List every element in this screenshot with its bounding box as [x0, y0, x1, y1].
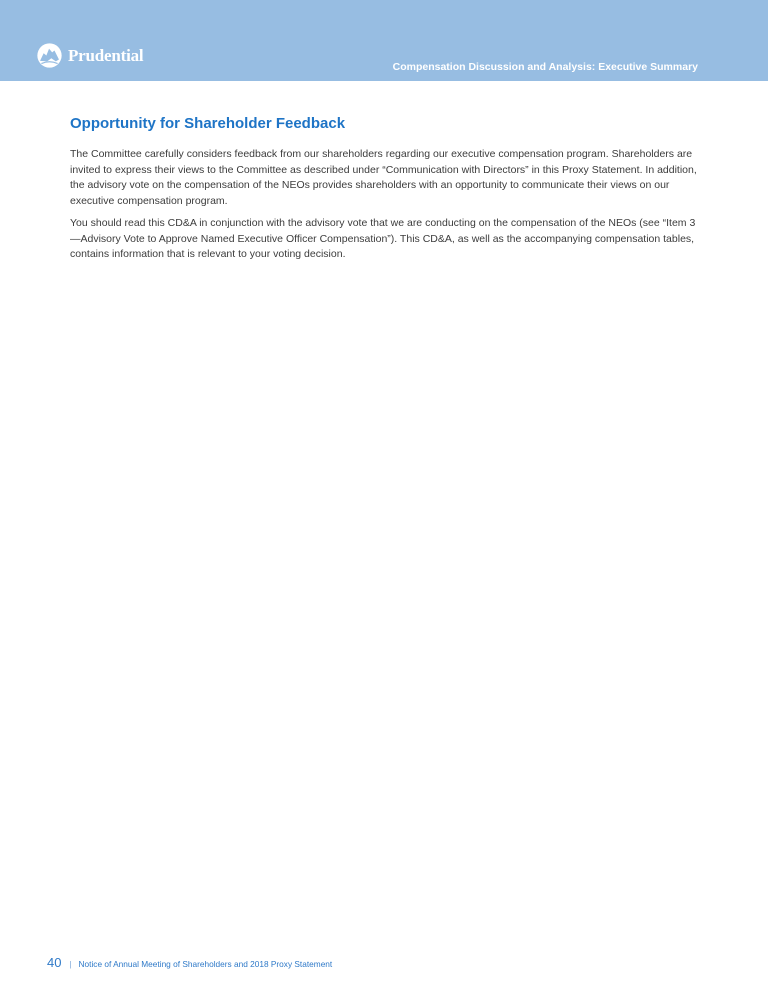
- footer-separator: |: [69, 960, 72, 969]
- main-content: [70, 115, 698, 270]
- page-footer: [47, 955, 332, 970]
- page-number: 40: [47, 955, 62, 970]
- header-band: [0, 0, 768, 81]
- section-title: Compensation Discussion and Analysis: Executive Summary: [392, 61, 698, 73]
- logo: [36, 42, 143, 69]
- body-paragraph: You should read this CD&A in conjunction with the advisory vote that we are conducting on the compensation of the NEOs (see “Item 3—Advisory Vote to Approve Named Executive Officer Compensation”). This CD&A, as well as the accompanying compensation tables, contains information that is relevant to your voting decision.: [70, 217, 696, 260]
- page-heading: Opportunity for Shareholder Feedback: [70, 115, 346, 132]
- footer-document-title: Notice of Annual Meeting of Shareholders and 2018 Proxy Statement: [78, 959, 333, 969]
- brand-wordmark: Prudential: [68, 46, 144, 65]
- rock-of-gibraltar-icon: [36, 42, 63, 69]
- body-paragraph: The Committee carefully considers feedback from our shareholders regarding our executive compensation program. Shareholders are invited to express their views to the Committee as described under “Communication with Directors” in this Proxy Statement. In addition, the advisory vote on the compensation of the NEOs provides shareholders with an opportunity to communicate their views on our executive compensation program.: [70, 148, 697, 207]
